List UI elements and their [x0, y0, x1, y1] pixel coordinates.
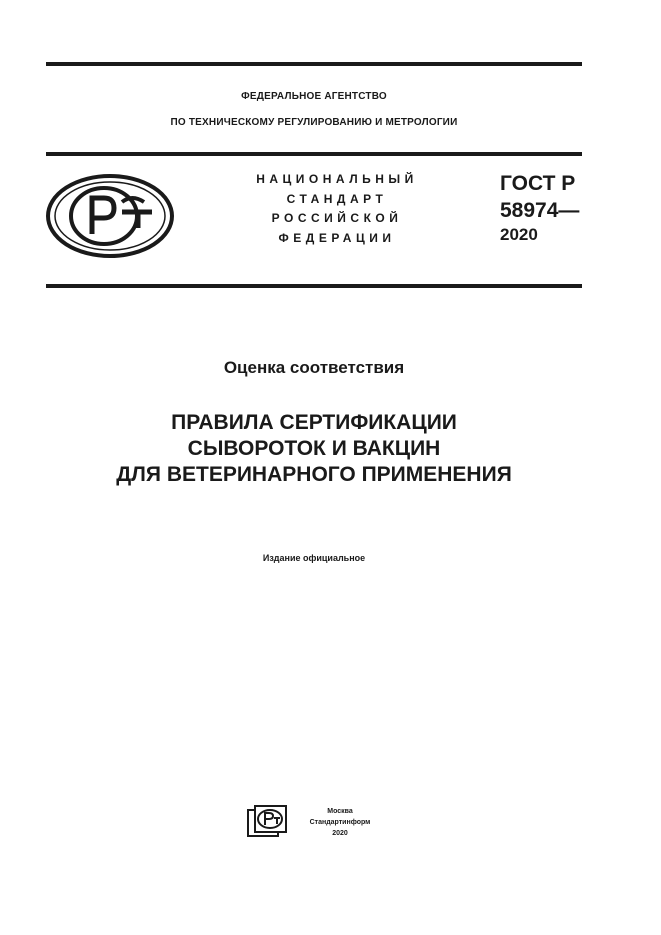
national-standard-label: [232, 170, 442, 248]
agency-line-1: ФЕДЕРАЛЬНОЕ АГЕНТСТВО: [241, 91, 387, 102]
document-title: [46, 410, 582, 488]
gost-year: 2020: [500, 225, 538, 244]
publisher-name: Стандартинформ: [309, 819, 371, 826]
edition-label: Издание официальное: [262, 553, 366, 563]
top-rule: [46, 62, 582, 66]
national-line: РОССИЙСКОЙ: [271, 211, 403, 225]
national-line: НАЦИОНАЛЬНЫЙ: [256, 172, 418, 186]
gost-line-1: ГОСТ Р: [500, 172, 576, 195]
publisher-year: 2020: [332, 830, 348, 837]
header-rule: [46, 152, 582, 156]
gost-line-2: 58974—: [500, 199, 580, 222]
agency-line-2: ПО ТЕХНИЧЕСКОМУ РЕГУЛИРОВАНИЮ И МЕТРОЛОГИИ: [170, 117, 458, 128]
publisher-info: [300, 806, 380, 839]
standartinform-logo-icon: [247, 805, 287, 838]
standard-block-rule: [46, 284, 582, 288]
rst-certification-mark-icon: [44, 172, 176, 260]
publisher-city: Москва: [327, 808, 353, 815]
document-subtitle: Оценка соответствия: [223, 358, 405, 377]
title-line: СЫВОРОТОК И ВАКЦИН: [187, 437, 441, 460]
national-line: СТАНДАРТ: [286, 191, 388, 206]
title-line: ПРАВИЛА СЕРТИФИКАЦИИ: [171, 411, 457, 434]
national-line: ФЕДЕРАЦИИ: [278, 230, 396, 245]
title-line: ДЛЯ ВЕТЕРИНАРНОГО ПРИМЕНЕНИЯ: [116, 463, 512, 486]
gost-number: [500, 170, 579, 246]
